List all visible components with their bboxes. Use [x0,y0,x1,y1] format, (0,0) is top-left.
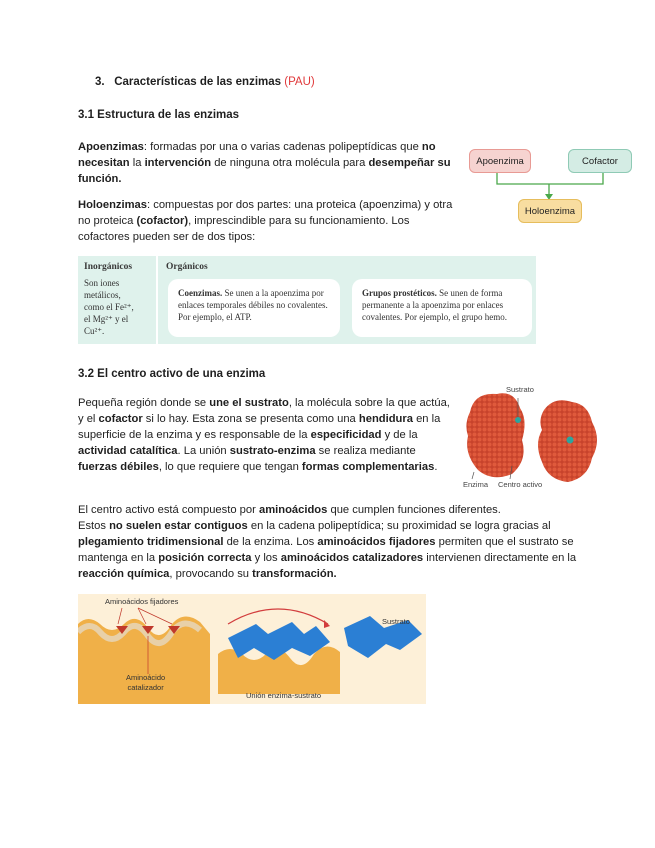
ca1-bold: hendidura [358,413,413,425]
inorganic-line: Son iones [84,278,120,288]
aminoacido-catalizador-label [126,673,165,693]
ca2-text: El centro activo está compuesto por [78,504,259,516]
ca2-bold: aminoácidos [258,504,328,516]
subsection-3-1-title: 3.1 Estructura de las enzimas [78,109,240,121]
ca1-bold: actividad catalítica [78,445,178,457]
ca2-bold: posición correcta [158,552,252,564]
ca2-text: y los [251,552,281,564]
ca2-text: intervienen directamente en la [423,552,577,564]
ca2-bold: no suelen estar contiguos [109,520,248,532]
inorganic-line: el Mg²⁺ y el [84,314,129,324]
apo-bold-3: desempeñar su función. [78,157,451,185]
section-title: Características de las enzimas [114,76,282,88]
ca2-text: Estos [78,520,110,532]
ca2-bold: plegamiento tridimensional [78,536,224,548]
inorganic-line: metálicos, [84,290,121,300]
inorganic-description [84,277,154,337]
apoenzimas-paragraph [78,139,463,187]
ca2-text: , provocando su [169,568,253,580]
aminoacido-catalizador-line2: catalizador [127,683,164,692]
coenzimas-card [168,279,340,337]
coenzimas-text: Se unen a la apoenzima por enlaces temporales débiles no covalentes. Por ejemplo, el ATP. [178,288,328,322]
cofactor-box [568,149,632,173]
ca2-text: en la cadena polipeptídica; su proximidad se logra gracias al [247,520,551,532]
holoenzima-box [518,199,582,223]
ca2-bold: reacción química [78,568,170,580]
holoenzimas-term: Holoenzimas [78,199,148,211]
centro-activo-label: Centro activo [498,480,543,489]
ca2-text: que cumplen funciones diferentes. [327,504,501,516]
holoenzimas-paragraph [78,197,458,245]
centro-activo-paragraph [78,395,450,475]
apoenzima-box [469,149,531,173]
holo-bold-1: (cofactor) [136,215,189,227]
holoenzima-label: Holoenzima [524,205,576,217]
protein-structures-image [462,382,612,492]
ca1-bold: formas complementarias [301,461,435,473]
grupos-prosteticos-text: Se unen de forma permanente a la apoenzima por enlaces covalentes. Por ejemplo, el grupo hemo. [362,288,507,322]
grupos-prosteticos-card [352,279,532,337]
ca2-text: de la enzima. Los [223,536,318,548]
aminoacido-catalizador-line1: Aminoácido [126,673,166,682]
sustrato-label: Sustrato [506,385,534,394]
holo-text-2: , imprescindible para su funcionamiento. Los cofactores pueden ser de dos tipos: [78,215,410,243]
aminoacidos-paragraph [78,502,588,582]
subsection-3-2-title: 3.2 El centro activo de una enzima [78,368,266,380]
apo-text-3: de ninguna otra molécula para [211,157,369,169]
section-heading [95,76,315,88]
pau-tag: (PAU) [284,76,315,88]
inorganic-line: Cu²⁺. [84,326,105,336]
section-number: 3. [95,76,105,88]
ca1-text: , la molécula sobre la que actúa, y el [78,397,450,425]
apoenzimas-term: Apoenzimas [78,141,144,153]
apo-text-1: : formadas por una o varias cadenas polipeptídicas que [143,141,422,153]
aminoacidos-fijadores-label: Aminoácidos fijadores [105,597,179,606]
ca1-text: en la superficie de la enzima y es responsable de la [78,413,441,441]
inorganic-header: Inorgánicos [84,262,133,272]
ca1-bold: une el sustrato [209,397,289,409]
ca1-text: se realiza mediante [315,445,416,457]
ca1-bold: cofactor [98,413,143,425]
ca1-text: si lo hay. Esta zona se presenta como una [142,413,359,425]
ca2-text: permiten que el sustrato se mantenga en la [78,536,574,564]
apo-bold-2: intervención [144,157,212,169]
ca1-text: Pequeña región donde se [78,397,210,409]
apo-text-2: la [129,157,145,169]
sustrato-free-label: Sustrato [382,617,410,626]
holo-text-1: : compuestas por dos partes: una proteica (apoenzima) y otra no proteica [78,199,453,227]
cofactor-label: Cofactor [582,155,618,167]
ca1-text: , lo que requiere que tengan [158,461,302,473]
enzyme-shape-left [466,393,524,477]
ca2-bold: aminoácidos catalizadores [280,552,424,564]
ca1-bold: fuerzas débiles [78,461,159,473]
ca1-text: y de la [381,429,418,441]
cofactor-types-table [78,256,536,344]
apoenzima-label: Apoenzima [476,155,524,167]
ca1-text: . La unión [177,445,230,457]
ca1-bold: sustrato-enzima [229,445,316,457]
inorganic-line: como el Fe²⁺, [84,302,134,312]
ca2-bold: aminoácidos fijadores [317,536,436,548]
grupos-prosteticos-term: Grupos prostéticos. [362,288,437,298]
apo-bold-1: no necesitan [78,141,436,169]
coenzimas-term: Coenzimas. [178,288,223,298]
ca1-bold: especificidad [310,429,382,441]
union-enzima-sustrato-label: Unión enzima-sustrato [246,691,322,700]
ca1-text: . [434,461,438,473]
enzima-label: Enzima [463,480,489,489]
organic-header: Orgánicos [166,262,208,272]
ca2-bold: transformación. [252,568,337,580]
